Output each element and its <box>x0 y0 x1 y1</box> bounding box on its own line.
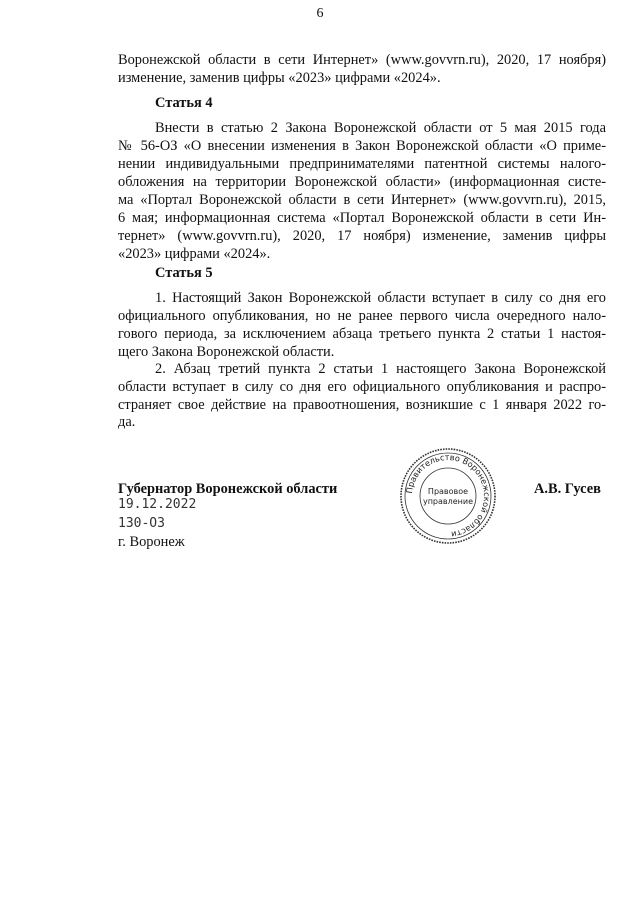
article-4-heading: Статья 4 <box>155 95 213 111</box>
official-stamp <box>398 446 498 546</box>
signing-date: 19.12.2022 <box>118 497 197 512</box>
law-number: 130-ОЗ <box>118 516 165 531</box>
text-line: № 56-ОЗ «О внесении изменения в Закон Воронежской области «О приме- <box>118 138 606 154</box>
text-line: щего Закона Воронежской области. <box>118 344 335 360</box>
stamp-center-line-2: управление <box>422 497 474 506</box>
text-line: области вступает в силу со дня его официального опубликования и распро- <box>118 379 606 395</box>
text-line: да. <box>118 414 136 430</box>
text-line: Воронежской области в сети Интернет» (www.govvrn.ru), 2020, 17 ноября) <box>118 52 606 68</box>
text-line: 6 мая; информационная система «Портал Воронежской области в сети Ин- <box>118 210 606 226</box>
city: г. Воронеж <box>118 534 185 550</box>
text-line: «2023» цифрами «2024». <box>118 246 271 262</box>
text-line: ма «Портал Воронежской области в сети Интернет» (www.govvrn.ru), 2015, <box>118 192 606 208</box>
text-line: обложения на территории Воронежской области» (информационная систе- <box>118 174 606 190</box>
stamp-center-line-1: Правовое <box>427 487 469 496</box>
article-5-heading: Статья 5 <box>155 265 213 281</box>
text-line: официального опубликования, но не ранее первого числа очередного нало- <box>118 308 606 324</box>
text-line: тернет» (www.govvrn.ru), 2020, 17 ноября) изменение, заменив цифры <box>118 228 606 244</box>
page-number: 6 <box>316 6 324 21</box>
text-line: 2. Абзац третий пункта 2 статьи 1 настоящего Закона Воронежской <box>155 361 606 377</box>
text-line: 1. Настоящий Закон Воронежской области вступает в силу со дня его <box>155 290 606 306</box>
text-line: Внести в статью 2 Закона Воронежской области от 5 мая 2015 года <box>155 120 606 136</box>
text-line: изменение, заменив цифры «2023» цифрами «2024». <box>118 70 441 86</box>
text-line: страняет свое действие на правоотношения, возникшие с 1 января 2022 го- <box>118 397 606 413</box>
signer-name: А.В. Гусев <box>534 481 601 497</box>
stamp-ring-text: Правительство Воронежской области <box>404 451 493 540</box>
text-line: нении индивидуальными предпринимателями патентной системы налого- <box>118 156 606 172</box>
signer-title: Губернатор Воронежской области <box>118 481 338 497</box>
text-line: гового периода, за исключением абзаца третьего пункта 2 статьи 1 настоя- <box>118 326 606 342</box>
